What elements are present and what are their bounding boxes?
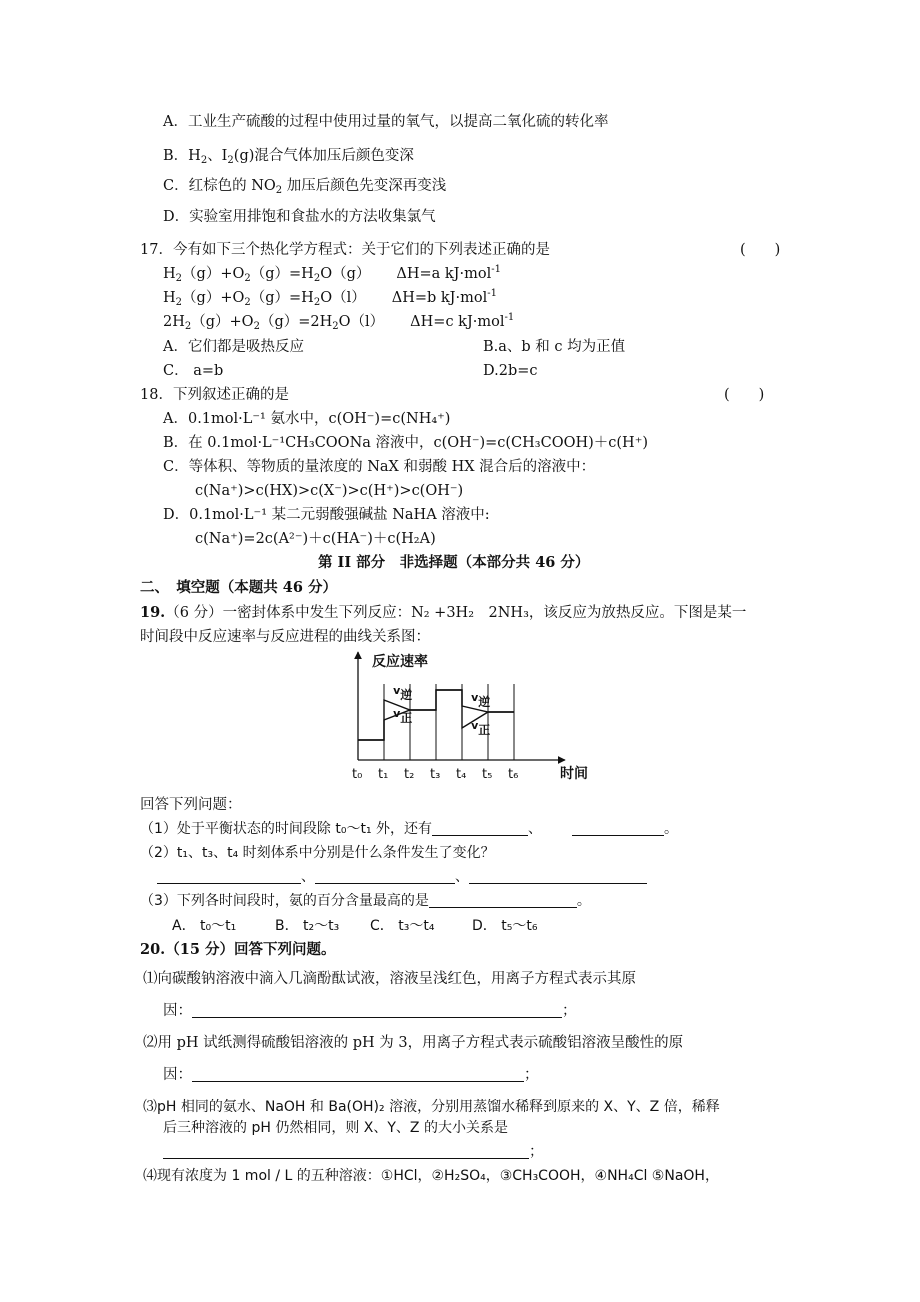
q16-option-d: D．实验室用排饱和食盐水的方法收集氯气	[163, 209, 436, 225]
q17-option-b: B.a、b 和 c 均为正值	[483, 339, 626, 355]
answer-blank[interactable]	[192, 1066, 524, 1082]
q19-option-b: B． t₂～t₃	[275, 918, 340, 934]
q18-answer-paren: ( )	[724, 387, 765, 403]
x-tick-label-t5: t₅	[482, 767, 493, 782]
q19-stem: 19.（6 分）一密封体系中发生下列反应：N₂ +3H₂ 2NH₃，该反应为放热反应。下图是某一	[140, 604, 747, 621]
q17-equation-2: $H_2(g)+O_2(g)=H_2O(l)$ ΔH=b kJ·mol$^{-1}$	[163, 288, 497, 308]
x-tick-label-t0: t₀	[352, 767, 363, 782]
q19-option-a: A． t₀～t₁	[172, 918, 237, 934]
answer-blank[interactable]	[429, 892, 577, 908]
y-axis-label: 反应速率	[372, 654, 428, 670]
q17-stem: 17．今有如下三个热化学方程式：关于它们的下列表述正确的是	[140, 242, 550, 258]
rate-time-chart	[350, 648, 610, 788]
q19-part-2-answers: 、 、	[157, 867, 647, 887]
q18-option-b: B．在 0.1mol·L⁻¹CH₃COONa 溶液中，c(OH⁻)=c(CH₃COOH)＋c(H⁺)	[163, 435, 649, 451]
answer-blank[interactable]	[469, 868, 647, 884]
x-tick-label-t1: t₁	[378, 767, 389, 782]
series-label-v-reverse-1: v逆	[393, 684, 413, 702]
answer-blank[interactable]	[432, 820, 528, 836]
answer-blank[interactable]	[572, 820, 664, 836]
q19-part-3: （3）下列各时间段时，氨的百分含量最高的是 。	[140, 893, 591, 909]
q17-option-d: D.2b=c	[483, 363, 538, 379]
answer-blank[interactable]	[157, 868, 301, 884]
q19-answer-intro: 回答下列问题：	[140, 797, 242, 813]
q16-option-b: B．$H_2$、$I_2(g)$混合气体加压后颜色变深	[163, 148, 414, 166]
q16-option-a: A．工业生产硫酸的过程中使用过量的氧气，以提高二氧化硫的转化率	[163, 114, 609, 130]
q17-answer-paren: ( )	[740, 242, 781, 258]
x-tick-label-t2: t₂	[404, 767, 415, 782]
q19-option-c: C． t₃～t₄	[370, 918, 435, 934]
q18-option-c-expression: c(Na⁺)>c(HX)>c(X⁻)>c(H⁺)>c(OH⁻)	[195, 483, 464, 499]
q19-part-2: （2）t₁、t₃、t₄ 时刻体系中分别是什么条件发生了变化？	[140, 845, 495, 861]
q20-title: 20.（15 分）回答下列问题。	[140, 941, 336, 958]
q17-option-a: A．它们都是吸热反应	[163, 339, 304, 355]
q16-option-c: C．红棕色的 $NO_2$ 加压后颜色先变深再变浅	[163, 178, 447, 196]
q20-part-3-answer: ；	[163, 1142, 544, 1162]
answer-blank[interactable]	[315, 868, 455, 884]
series-label-v-forward-1: v正	[393, 707, 413, 725]
series-label-v-forward-2: v正	[471, 719, 491, 737]
q20-part-2-answer: 因： ；	[163, 1067, 539, 1083]
x-axis-label: 时间	[560, 766, 588, 782]
section-title: 第 II 部分 非选择题（本部分共 46 分）	[318, 554, 590, 571]
x-tick-label-t3: t₃	[430, 767, 441, 782]
series-label-v-reverse-2: v逆	[471, 691, 491, 709]
x-tick-label-t4: t₄	[456, 767, 467, 782]
q19-part-1: （1）处于平衡状态的时间段除 t₀～t₁ 外，还有 、 。	[140, 821, 679, 837]
answer-blank[interactable]	[192, 1002, 562, 1018]
x-tick-label-t6: t₆	[508, 767, 519, 782]
q20-part-3: ⑶pH 相同的氨水、NaOH 和 Ba(OH)₂ 溶液，分别用蒸馏水稀释到原来的 X、Y、Z 倍，稀释	[143, 1099, 720, 1115]
q20-part-1-answer: 因： ；	[163, 1003, 577, 1019]
answer-blank[interactable]	[163, 1143, 529, 1159]
q18-option-d: D．0.1mol·L⁻¹ 某二元弱酸强碱盐 NaHA 溶液中:	[163, 507, 490, 523]
q20-part-3-line2: 后三种溶液的 pH 仍然相同，则 X、Y、Z 的大小关系是	[163, 1120, 508, 1136]
q18-option-d-expression: c(Na⁺)=2c(A²⁻)＋c(HA⁻)＋c(H₂A)	[195, 531, 436, 547]
q17-option-c: C． a=b	[163, 363, 224, 379]
q20-part-2: ⑵用 pH 试纸测得硫酸铝溶液的 pH 为 3，用离子方程式表示硫酸铝溶液呈酸性的原	[143, 1035, 684, 1051]
q19-option-d: D． t₅～t₆	[472, 918, 538, 934]
q17-equation-3: $2H_2(g)+O_2(g)=2H_2O(l)$ ΔH=c kJ·mol$^{-1}$	[163, 312, 515, 332]
section-heading: 二、 填空题（本题共 46 分）	[140, 579, 338, 596]
q18-option-c: C．等体积、等物质的量浓度的 NaX 和弱酸 HX 混合后的溶液中：	[163, 459, 596, 475]
q20-part-1: ⑴向碳酸钠溶液中滴入几滴酚酞试液，溶液呈浅红色，用离子方程式表示其原	[143, 971, 636, 987]
q20-part-4: ⑷现有浓度为 1 mol / L 的五种溶液：①HCl，②H₂SO₄，③CH₃COOH，④NH₄Cl ⑤NaOH，	[143, 1168, 719, 1184]
q18-stem: 18．下列叙述正确的是	[140, 387, 289, 403]
q17-equation-1: $H_2(g)+O_2(g)=H_2O(g)$ ΔH=a kJ·mol$^{-1}$	[163, 264, 501, 284]
q18-option-a: A．0.1mol·L⁻¹ 氨水中，c(OH⁻)=c(NH₄⁺)	[163, 411, 451, 427]
q19-stem-line2: 时间段中反应速率与反应进程的曲线关系图：	[140, 629, 430, 645]
